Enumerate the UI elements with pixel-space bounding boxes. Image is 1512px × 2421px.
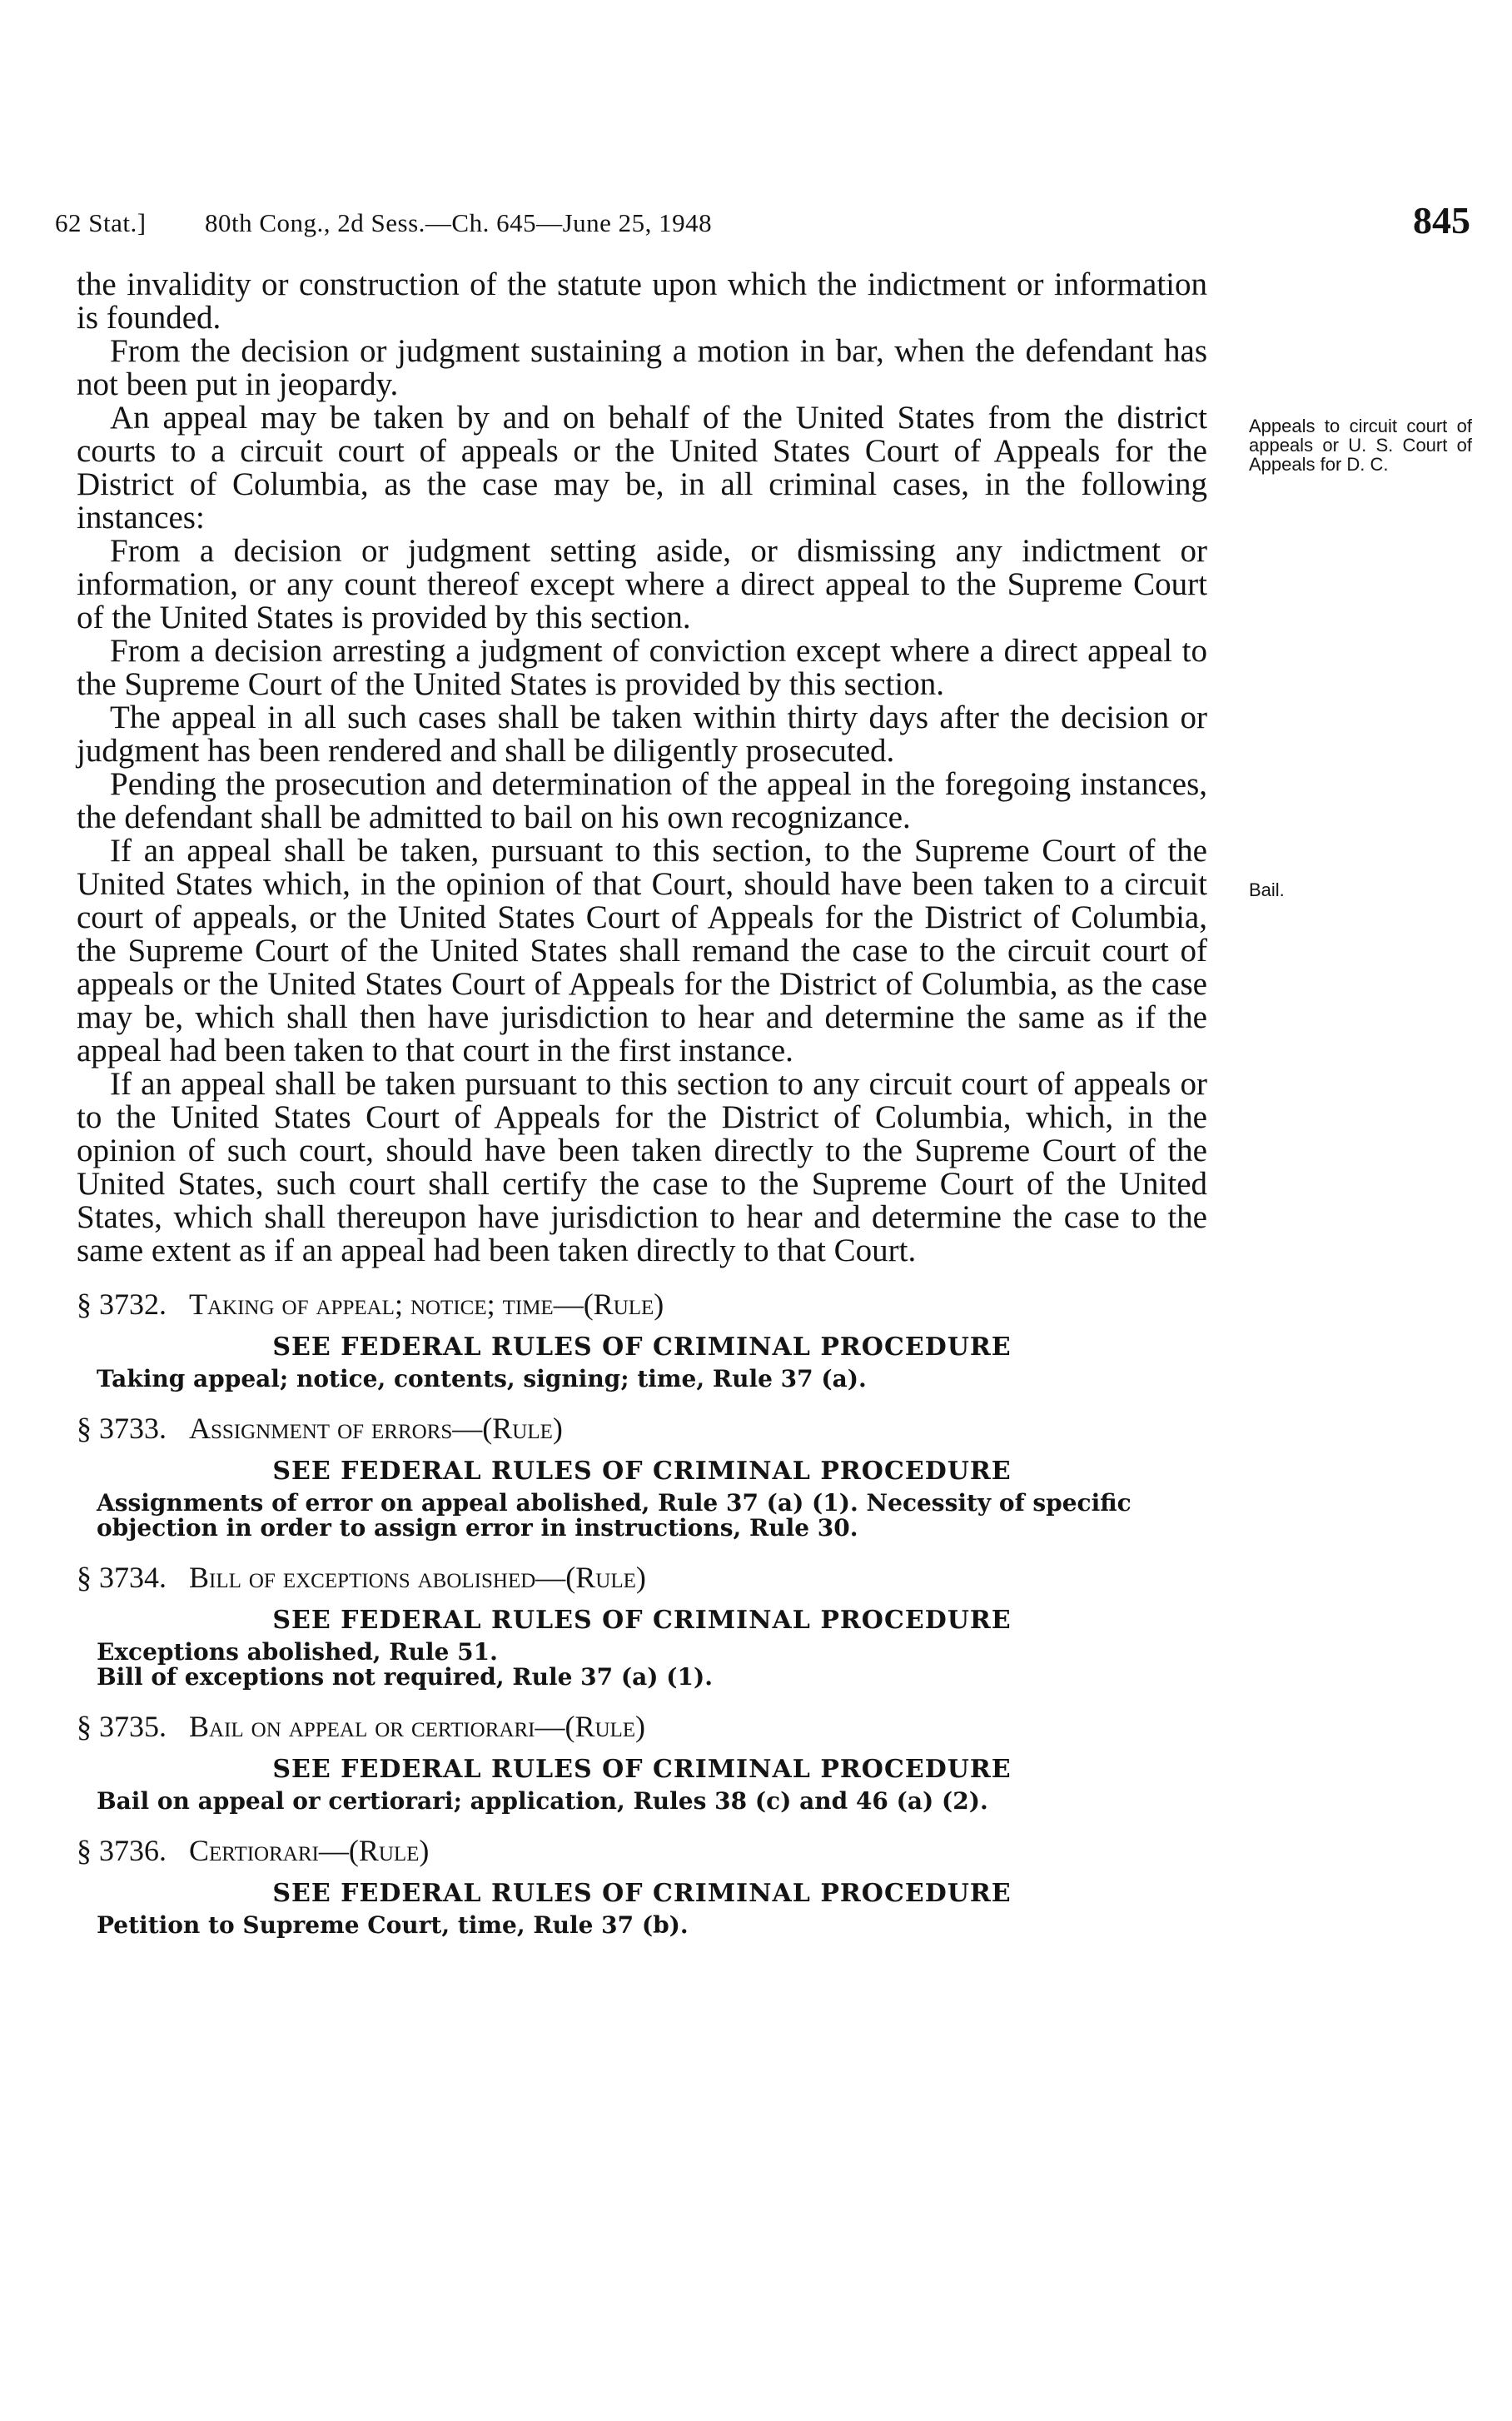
paragraph: If an appeal shall be taken, pursuant to this section, to the Supreme Court of the United States which, in the opinion of that Court, should have been taken to a circuit court of appeals, or the United States Court of Appeals for the District of Columbia, the Supreme Court of the United States shall remand the case to the circuit court of appeals or the United States Court of Appeals for the District of Columbia, as the case may be, which shall then have jurisdiction to hear and determine the same as if the appeal had been taken to that court in the first instance. (77, 833, 1207, 1069)
section-title: Bill of exceptions abolished—(Rule) (189, 1561, 646, 1594)
margin-note-appeals: Appeals to circuit court of appeals or U. S. Court of Appeals for D. C. (1249, 416, 1472, 475)
section-number: § 3732. (77, 1288, 167, 1321)
section-heading (77, 1832, 1207, 1869)
section-number: § 3733. (77, 1412, 167, 1445)
page-header (55, 198, 1470, 248)
paragraph: If an appeal shall be taken pursuant to this section to any circuit court of appeals or to the United States Court of Appeals for the District of Columbia, which, in the opinion of such court, should have been taken directly to the Supreme Court of the United States, such court shall certify the case to the Supreme Court of the United States, which shall thereupon have jurisdiction to hear and determine the case to the same extent as if an appeal had been taken directly to that Court. (77, 1066, 1207, 1268)
section-heading (77, 1410, 1207, 1447)
section-note: Petition to Supreme Court, time, Rule 37 (b). (97, 1911, 689, 1939)
section-3733 (77, 1410, 1207, 1541)
section-number: § 3735. (77, 1710, 167, 1743)
paragraph: the invalidity or construction of the statute upon which the indictment or information is founded. (77, 267, 1207, 336)
section-number: § 3734. (77, 1561, 167, 1594)
paragraph: From a decision arresting a judgment of conviction except where a direct appeal to the Supreme Court of the United States is provided by this section. (77, 633, 1207, 702)
paragraph: From a decision or judgment setting aside, or dismissing any indictment or information, or any count thereof except where a direct appeal to the Supreme Court of the United States is provided by this section. (77, 533, 1207, 635)
section-note: Exceptions abolished, Rule 51. (97, 1638, 498, 1666)
see-rules-reference: SEE FEDERAL RULES OF CRIMINAL PROCEDURE (272, 1457, 1012, 1486)
see-rules-reference: SEE FEDERAL RULES OF CRIMINAL PROCEDURE (272, 1879, 1012, 1908)
paragraph: Pending the prosecution and determination of the appeal in the foregoing instances, the defendant shall be admitted to bail on his own recognizance. (77, 766, 1207, 835)
section-heading (77, 1286, 1207, 1323)
section-title: Bail on appeal or certiorari—(Rule) (189, 1710, 646, 1743)
section-note: Assignments of error on appeal abolished, Rule 37 (a) (1). Necessity of specific objection in order to assign error in instructions, Rule 30. (97, 1489, 1132, 1542)
section-title: Certiorari—(Rule) (189, 1834, 430, 1867)
section-note: Bail on appeal or certiorari; application, Rules 38 (c) and 46 (a) (2). (97, 1787, 988, 1815)
page-number: 845 (1413, 199, 1470, 242)
section-3734 (77, 1559, 1207, 1690)
section-heading (77, 1708, 1207, 1745)
see-rules-reference: SEE FEDERAL RULES OF CRIMINAL PROCEDURE (272, 1755, 1012, 1784)
section-title: Taking of appeal; notice; time—(Rule) (189, 1288, 664, 1321)
section-note: Taking appeal; notice, contents, signing; time, Rule 37 (a). (97, 1365, 867, 1392)
section-heading (77, 1559, 1207, 1596)
section-title: Assignment of errors—(Rule) (189, 1412, 563, 1445)
paragraph: An appeal may be taken by and on behalf of the United States from the district courts to a circuit court of appeals or the United States Court of Appeals for the District of Columbia, as the case may be, in all criminal cases, in the following instances: (77, 400, 1207, 536)
see-rules-reference: SEE FEDERAL RULES OF CRIMINAL PROCEDURE (272, 1333, 1012, 1362)
section-3735 (77, 1708, 1207, 1814)
section-3732 (77, 1286, 1207, 1392)
section-note: Bill of exceptions not required, Rule 37 (a) (1). (97, 1663, 714, 1691)
paragraph: The appeal in all such cases shall be taken within thirty days after the decision or judgment has been rendered and shall be diligently prosecuted. (77, 700, 1207, 769)
body-text (77, 268, 1207, 1938)
volume-citation: 62 Stat.] (55, 208, 147, 237)
paragraph: From the decision or judgment sustaining a motion in bar, when the defendant has not been put in jeopardy. (77, 333, 1207, 402)
margin-note-bail: Bail. (1249, 879, 1285, 900)
see-rules-reference: SEE FEDERAL RULES OF CRIMINAL PROCEDURE (272, 1606, 1012, 1635)
section-number: § 3736. (77, 1834, 167, 1867)
section-3736 (77, 1832, 1207, 1938)
session-chapter-date: 80th Cong., 2d Sess.—Ch. 645—June 25, 1948 (205, 208, 713, 237)
